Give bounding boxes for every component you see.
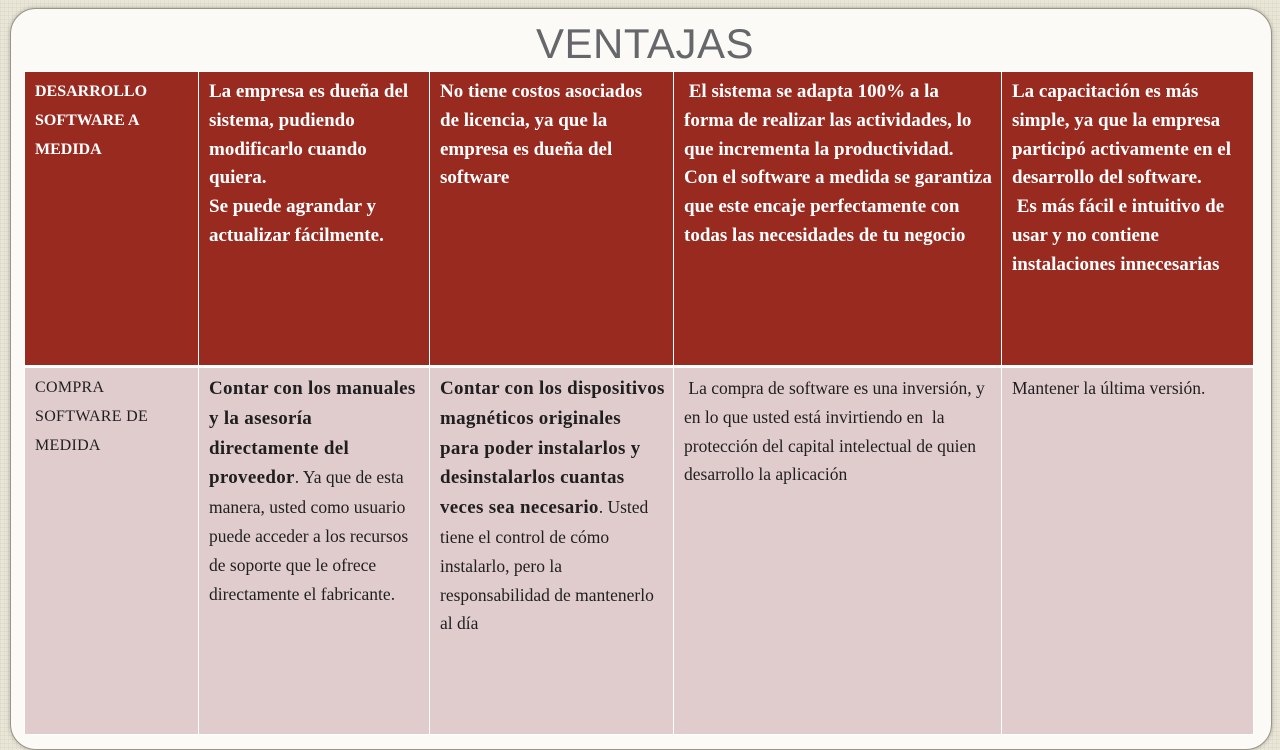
table-cell [199,367,430,735]
table-cell [1002,367,1254,735]
cell-paragraph: El sistema se adapta 100% a la forma de realizar las actividades, lo que incrementa la productividad. [684,81,977,160]
table-cell [674,367,1002,735]
cell-paragraph: Es más fácil e intuitivo de usar y no contiene instalaciones innecesarias [1012,196,1229,275]
table-cell [674,72,1002,367]
cell-paragraph: No tiene costos asociados de licencia, ya que la empresa es dueña del software [440,81,643,189]
cell-bold-text: Contar con los manuales y la asesoría directamente del proveedor [209,378,416,489]
cell-text: La compra de software es una inversión, y en lo que usted está invirtiendo en la protección del capital intelectual de quien desarrollo la aplicación [684,378,990,485]
cell-paragraph: La capacitación es más simple, ya que la empresa participó activamente en el desarrollo del software. [1012,81,1231,189]
cell-paragraph: Con el software a medida se garantiza que este encaje perfectamente con todas las necesidades de tu negocio [684,167,992,246]
row-label: COMPRA SOFTWARE DE MEDIDA [25,367,199,735]
cell-bold-text: Contar con los dispositivos magnéticos originales para poder instalarlos y desinstalarlos cuantas veces sea necesario [440,378,665,519]
table-row-compra [25,367,1254,735]
slide-title: VENTAJAS [536,20,754,67]
table-cell [430,367,674,735]
cell-paragraph: La empresa es dueña del sistema, pudiendo modificarlo cuando quiera. [209,81,409,189]
table-cell [1002,72,1254,367]
cell-text: Mantener la última versión. [1012,378,1206,398]
cell-paragraph: Se puede agrandar y actualizar fácilmente. [209,196,384,246]
comparison-table [24,71,1254,735]
cell-text: . Ya que de esta manera, usted como usuario puede acceder a los recursos de soporte que le ofrece directamente el fabricante. [209,467,409,604]
row-label: DESARROLLO SOFTWARE A MEDIDA [25,72,199,367]
table-cell [199,72,430,367]
table-cell [430,72,674,367]
table-row-desarrollo [25,72,1254,367]
cell-text: . Usted tiene el control de cómo instalarlo, pero la responsabilidad de mantenerlo al día [440,497,654,634]
